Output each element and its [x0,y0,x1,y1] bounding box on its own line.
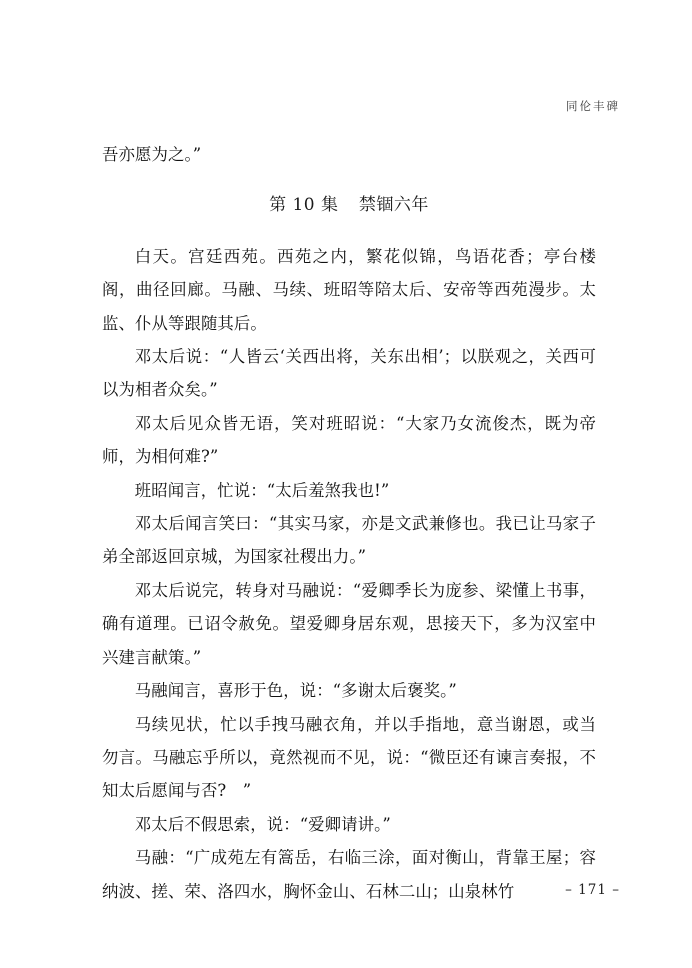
paragraph: 班昭闻言，忙说：“太后羞煞我也!” [134,480,390,500]
page-number: – 171 – [565,882,620,898]
chapter-title: 禁锢六年 [358,195,429,216]
page-body [102,138,596,908]
paragraph: 马续见状，忙以手拽马融衣角，并以手指地，意当谢恩，或当勿言。马融忘乎所以，竟然视而不见，说：“微臣还有谏言奏报，不知太后愿闻与否? ” [102,714,596,801]
running-head: 同伦丰碑 [566,99,620,113]
chapter-heading [102,171,596,239]
paragraph: 邓太后说完，转身对马融说：“爱卿季长为庞参、梁懂上书事，确有道理。已诏令赦免。望爱卿身居东观，思接天下，多为汉室中兴建言献策。” [102,580,596,667]
header-rule [100,124,620,125]
paragraph: 邓太后闻言笑曰：“其实马家，亦是文武兼修也。我已让马家子弟全部返回京城，为国家社稷出力。” [102,514,596,567]
paragraph: 马融：“广成苑左有篙岳，右临三涂，面对衡山，背靠王屋；容纳波、搓、荣、洛四水，胸怀金山、石林二山；山泉林竹 [102,848,596,901]
paragraph: 邓太后见众皆无语，笑对班昭说：“大家乃女流俊杰，既为帝师，为相何难?” [102,413,596,467]
chapter-number: 第 10 集 [269,195,339,216]
paragraph: 吾亦愿为之。” [102,145,202,164]
paragraph: 邓太后说：“人皆云‘关西出将，关东出相’；以朕观之，关西可以为相者众矣。” [102,347,596,400]
paragraph: 白天。宫廷西苑。西苑之内，繁花似锦，鸟语花香；亭台楼阁，曲径回廊。马融、马续、班昭等陪太后、安帝等西苑漫步。太监、仆从等跟随其后。 [102,246,596,333]
paragraph: 马融闻言，喜形于色，说：“多谢太后褒奖。” [134,681,457,701]
paragraph: 邓太后不假思索，说：“爱卿请讲。” [134,814,391,834]
